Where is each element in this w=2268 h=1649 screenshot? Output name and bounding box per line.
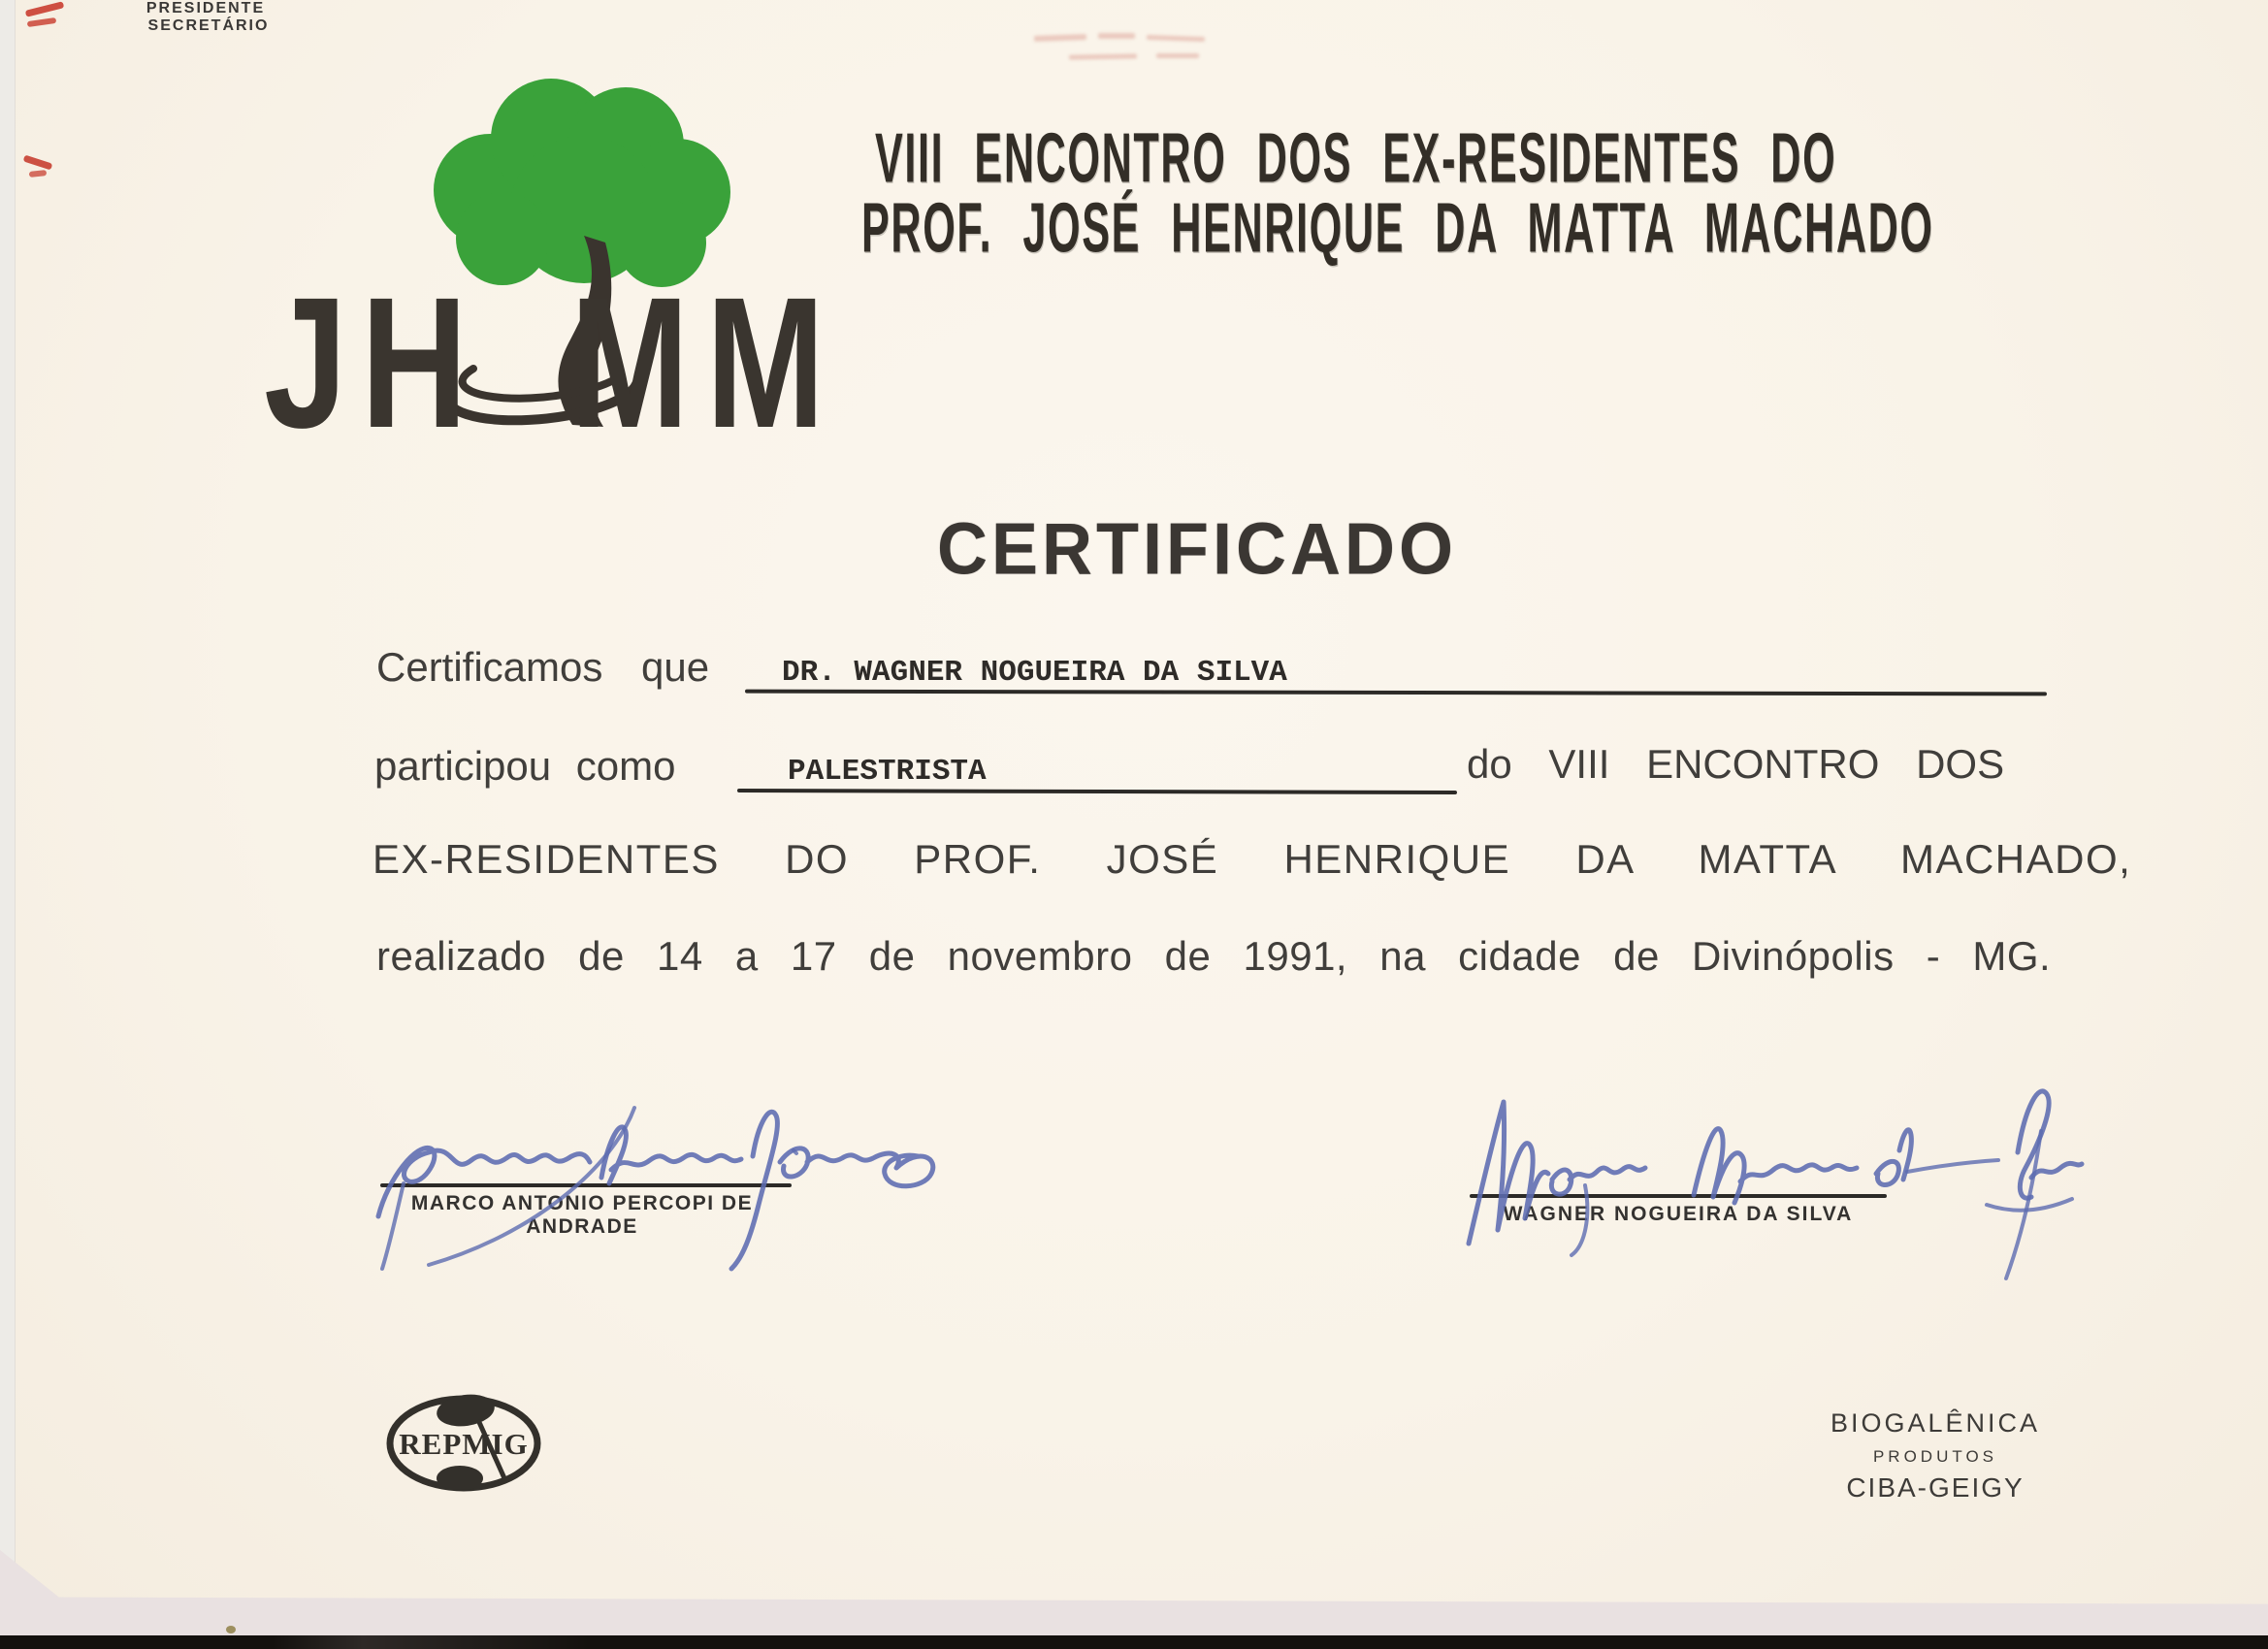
body-line3: EX-RESIDENTES DO PROF. JOSÉ HENRIQUE DA MATTA MACHADO,	[373, 836, 2132, 882]
body-line2-rest: do VIII ENCONTRO DOS	[1467, 741, 2005, 787]
red-ink-mark	[23, 155, 53, 171]
event-header-line2: PROF. JOSÉ HENRIQUE DA MATTA MACHADO	[861, 189, 1934, 268]
sponsor-brand: BIOGALÊNICA	[1830, 1408, 2041, 1438]
signatory-name-right: WAGNER NOGUEIRA DA SILVA	[1503, 1203, 1854, 1225]
signatory-name-left: MARCO ANTONIO PERCOPI DE ANDRADE	[410, 1192, 754, 1238]
scan-speck	[226, 1626, 236, 1633]
fill-in-line	[737, 789, 1457, 794]
body-line1-label: Certificamos que	[376, 644, 710, 690]
participation-role-typed: PALESTRISTA	[788, 755, 987, 789]
event-header-line1: VIII ENCONTRO DOS EX-RESIDENTES DO	[875, 119, 1837, 198]
body-line2-label: participou como	[374, 743, 676, 789]
logo-letter-h: H	[361, 258, 468, 444]
sponsor-company: CIBA-GEIGY	[1846, 1472, 2025, 1503]
sponsor-subtitle: PRODUTOS	[1872, 1447, 1998, 1466]
signatory-role-left: PRESIDENTE	[146, 0, 266, 16]
body-line4: realizado de 14 a 17 de novembro de 1991, na cidade de Divinópolis - MG.	[376, 933, 2052, 979]
recipient-name-typed: DR. WAGNER NOGUEIRA DA SILVA	[782, 656, 1287, 690]
jhmm-tree-logo	[243, 56, 902, 444]
red-ink-mark	[29, 170, 48, 178]
fill-in-line	[745, 690, 2047, 696]
signature-ink-right	[1443, 1059, 2122, 1292]
repmig-logo	[384, 1393, 545, 1494]
logo-letter-j: J	[264, 258, 347, 444]
tree-canopy-icon	[434, 79, 730, 287]
ink-bleed-artifact	[1030, 29, 1263, 74]
sponsor-block	[1799, 1408, 2071, 1504]
repmig-label: REPMIG	[399, 1427, 529, 1461]
logo-letter-m: M	[570, 258, 689, 444]
scanner-band-black	[0, 1635, 2268, 1649]
certificate-title: CERTIFICADO	[937, 509, 1457, 591]
signatory-role-right: SECRETÁRIO	[147, 17, 270, 34]
logo-letter-m: M	[706, 258, 825, 444]
signature-ink-left	[361, 1069, 1059, 1277]
scanner-edge-left	[0, 0, 16, 1649]
